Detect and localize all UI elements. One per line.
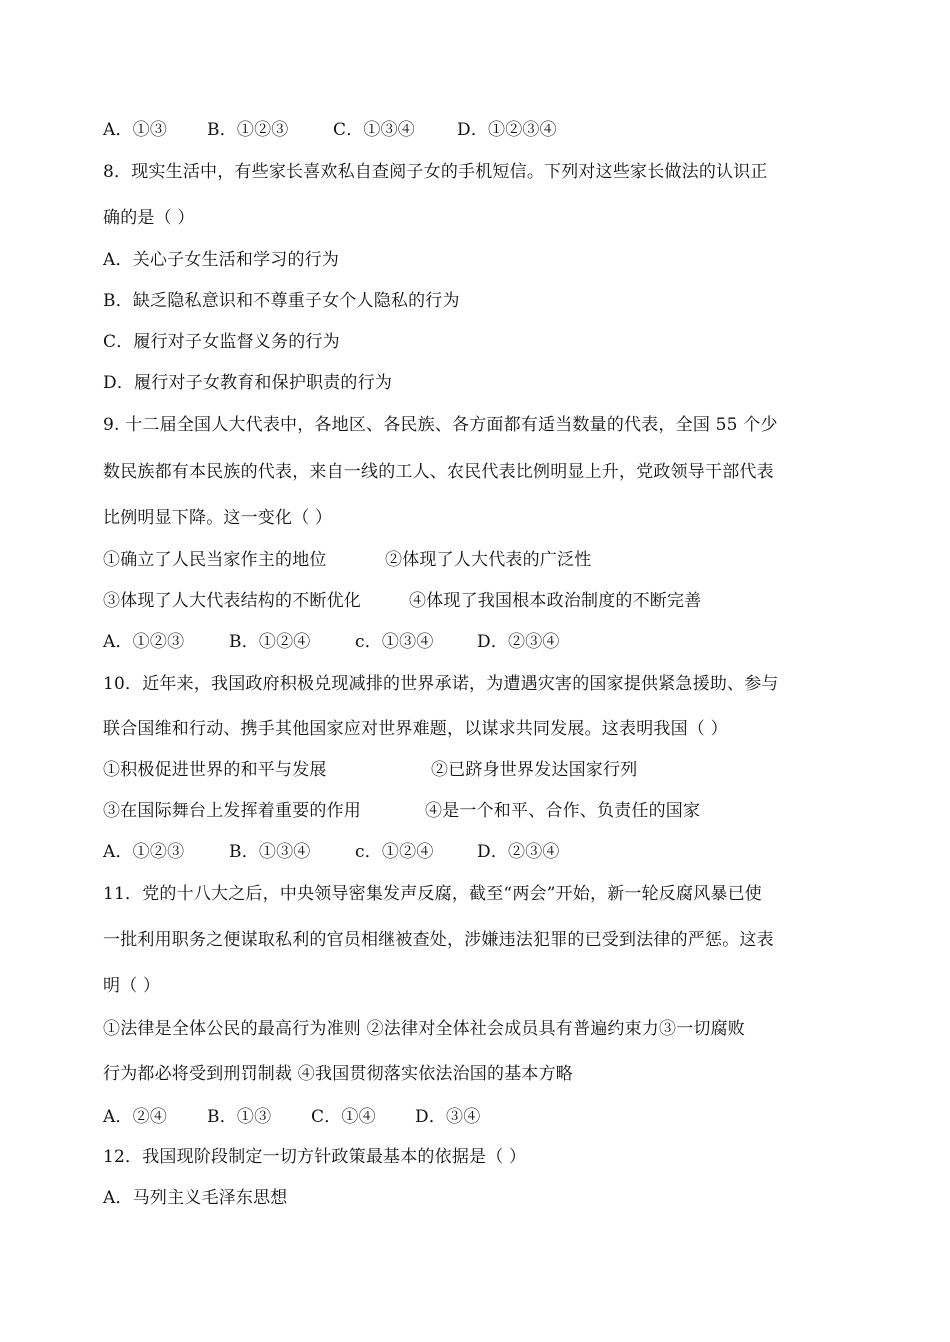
- q9-items-row-2: [103, 589, 863, 613]
- q10-stem-line-1: 10．近年来，我国政府积极兑现减排的世界承诺，为遭遇灾害的国家提供紧急援助、参与: [103, 674, 779, 694]
- q10-option-d: D．②③④: [477, 842, 560, 862]
- q9-stem-line-1: 9. 十二届全国人大代表中，各地区、各民族、各方面都有适当数量的代表，全国 55 个少: [103, 415, 778, 435]
- q9-option-c: c．①③④: [355, 632, 434, 652]
- q8-option-b: B．缺乏隐私意识和不尊重子女个人隐私的行为: [103, 291, 460, 311]
- q7-option-b: B．①②③: [207, 120, 289, 140]
- q9-option-a: A．①②③: [103, 632, 185, 652]
- q7-option-c: C．①③④: [333, 120, 416, 140]
- q9-item-1: ①确立了人民当家作主的地位: [103, 550, 327, 570]
- q11-option-c: C．①④: [311, 1107, 376, 1127]
- q11-stem-line-3: 明（ ）: [103, 976, 161, 996]
- q9-item-2: ②体现了人大代表的广泛性: [385, 550, 592, 570]
- q10-item-2: ②已跻身世界发达国家行列: [431, 760, 638, 780]
- q10-option-a: A．①②③: [103, 842, 185, 862]
- q12-stem-line-1: 12．我国现阶段制定一切方针政策最基本的依据是（ ）: [103, 1147, 527, 1167]
- q11-stem-line-1: 11．党的十八大之后，中央领导密集发声反腐，截至“两会”开始，新一轮反腐风暴已使: [103, 884, 763, 904]
- q7-options: [103, 118, 863, 142]
- q11-option-a: A．②④: [103, 1107, 168, 1127]
- q7-option-d: D．①②③④: [457, 120, 557, 140]
- q11-items-line-1: ①法律是全体公民的最高行为准则 ②法律对全体社会成员具有普遍约束力③一切腐败: [103, 1019, 746, 1039]
- q10-options: [103, 840, 863, 864]
- q10-option-b: B．①③④: [229, 842, 311, 862]
- q7-option-a: A．①③: [103, 120, 168, 140]
- q10-item-1: ①积极促进世界的和平与发展: [103, 760, 327, 780]
- q9-items-row-1: [103, 548, 863, 572]
- q10-items-row-2: [103, 799, 863, 823]
- q8-option-a: A．关心子女生活和学习的行为: [103, 250, 340, 270]
- q12-option-a: A．马列主义毛泽东思想: [103, 1188, 288, 1208]
- q8-stem-line-2: 确的是（ ）: [103, 208, 195, 228]
- q9-stem-line-3: 比例明显下降。这一变化（ ）: [103, 508, 333, 528]
- q9-stem-line-2: 数民族都有本民族的代表，来自一线的工人、农民代表比例明显上升，党政领导干部代表: [103, 462, 774, 482]
- q10-item-3: ③在国际舞台上发挥着重要的作用: [103, 801, 361, 821]
- q11-options: [103, 1105, 863, 1129]
- q10-item-4: ④是一个和平、合作、负责任的国家: [425, 801, 701, 821]
- q11-stem-line-2: 一批利用职务之便谋取私利的官员相继被查处，涉嫌违法犯罪的已受到法律的严惩。这表: [103, 930, 774, 950]
- q10-stem-line-2: 联合国维和行动、携手其他国家应对世界难题，以谋求共同发展。这表明我国（ ）: [103, 719, 728, 739]
- q10-items-row-1: [103, 758, 863, 782]
- q9-item-3: ③体现了人大代表结构的不断优化: [103, 591, 361, 611]
- q8-stem-line-1: 8．现实生活中，有些家长喜欢私自查阅子女的手机短信。下列对这些家长做法的认识正: [103, 162, 768, 182]
- q8-option-c: C．履行对子女监督义务的行为: [103, 332, 340, 352]
- q10-option-c: c．①②④: [355, 842, 434, 862]
- q9-option-d: D．②③④: [477, 632, 560, 652]
- q9-options: [103, 630, 863, 654]
- q9-item-4: ④体现了我国根本政治制度的不断完善: [409, 591, 702, 611]
- q9-option-b: B．①②④: [229, 632, 311, 652]
- q11-option-d: D．③④: [415, 1107, 481, 1127]
- q11-option-b: B．①③: [207, 1107, 272, 1127]
- q11-items-line-2: 行为都必将受到刑罚制裁 ④我国贯彻落实依法治国的基本方略: [103, 1064, 574, 1084]
- q8-option-d: D．履行对子女教育和保护职责的行为: [103, 373, 393, 393]
